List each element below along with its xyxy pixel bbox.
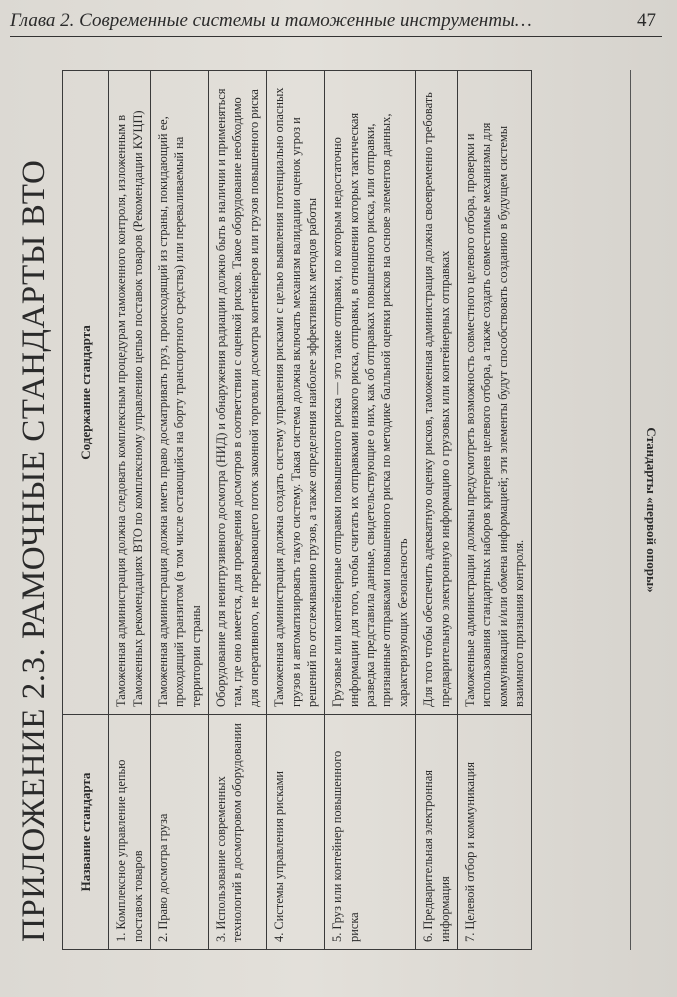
column-header-content: Содержание стандарта — [63, 71, 109, 715]
standard-content: Оборудование для неинтрузивного досмотра (НИД) и обнаружения радиации должно быть в наличии и применяться там, где оно имеется, для проведения досмотров в соответствии с оценкой рисков. Такое оборудование необходимо для оперативного, не прерывающего поток законной торговли досмотра контейнеров или грузов повышенного риска — [209, 71, 267, 715]
standard-content: Таможенная администрация должна иметь право досматривать груз, происходящий из страны, покидающий ее, проходящий транзитом (в том числе остающийся на борту транспортного средства) или переваливаемый на территории страны — [150, 71, 208, 715]
table-header-row — [63, 71, 109, 950]
standard-content: Таможенная администрация должна создать систему управления рисками с целью выявления потенциально опасных грузов и автоматизировать такую систему. Такая система должна включать механизм валидации оценок угроз и решений по отслеживанию грузов, а также определения наиболее эффективных методов работы — [267, 71, 325, 715]
column-header-name: Название стандарта — [63, 715, 109, 950]
standard-name: 6. Предварительная электронная информация — [416, 715, 458, 950]
standard-name: 7. Целевой отбор и коммуникация — [457, 715, 532, 950]
appendix-title: ПРИЛОЖЕНИЕ 2.3. РАМОЧНЫЕ СТАНДАРТЫ ВТО — [16, 159, 52, 942]
page-number: 47 — [637, 10, 656, 31]
table-row — [267, 71, 325, 950]
chapter-title: Глава 2. Современные системы и таможенные инструменты… — [10, 10, 532, 31]
side-divider — [630, 70, 631, 950]
standard-name: 5. Груз или контейнер повышенного риска — [325, 715, 416, 950]
standards-table — [62, 70, 532, 950]
table-row — [109, 71, 151, 950]
table-row — [416, 71, 458, 950]
standard-content: Для того чтобы обеспечить адекватную оценку рисков, таможенная администрация должна своевременно требовать предварительную электронную информацию о грузовых или контейнерных отправках — [416, 71, 458, 715]
standard-content: Таможенные администрации должны предусмотреть возможность совместного целевого отбора, проверки и использования стандартных наборов критериев целевого отбора, а также создать совместимые механизмы для коммуникаций и/или обмена информацией; эти элементы будут способствовать созданию в будущем системы взаимного признания контроля. — [457, 71, 532, 715]
table-row — [209, 71, 267, 950]
running-header — [10, 8, 662, 37]
standard-name: 2. Право досмотра груза — [150, 715, 208, 950]
standard-content: Грузовые или контейнерные отправки повышенного риска — это такие отправки, по которым недостаточно информации для того, чтобы считать их отправками низкого риска, отправки, в отношении которых тактическая разведка представила данные, свидетельствующие о них, как об отправках повышенного риска, или отправки, признанные отправками повышенного риска по методике балльной оценки рисков на основе элементов данных, характеризующих безопасность — [325, 71, 416, 715]
standard-name: 4. Системы управления рисками — [267, 715, 325, 950]
table-row — [150, 71, 208, 950]
rotated-content — [10, 47, 670, 972]
table-row — [325, 71, 416, 950]
side-section-label: Стандарты «первой опоры» — [644, 427, 659, 593]
standard-content: Таможенная администрация должна следовать комплексным процедурам таможенного контроля, изложенным в Таможенных рекомендациях ВТО по комплексному управлению цепью поставок товаров (Рекомендации КУЦП) — [109, 71, 151, 715]
standard-name: 1. Комплексное управление цепью поставок товаров — [109, 715, 151, 950]
standard-name: 3. Использование современных технологий в досмотровом оборудовании — [209, 715, 267, 950]
table-row — [457, 71, 532, 950]
